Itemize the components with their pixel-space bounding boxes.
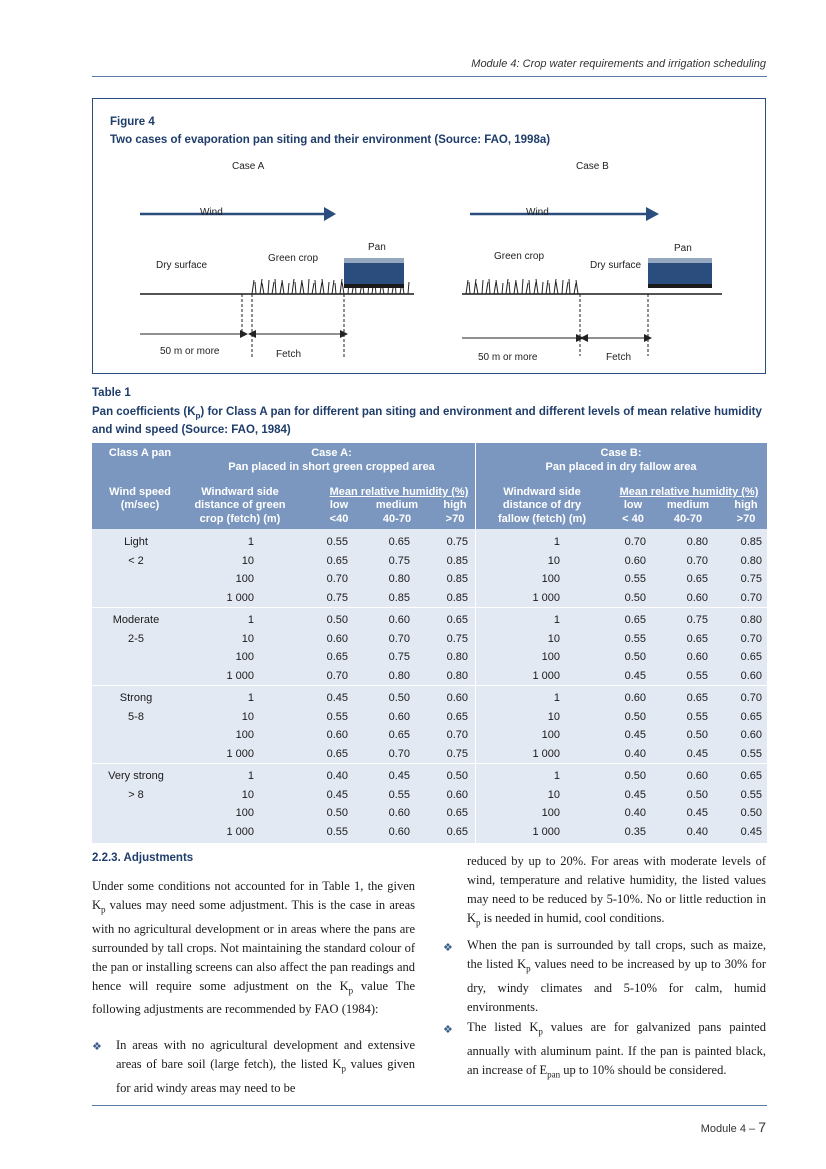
- case-a-wind-label: Wind: [200, 207, 223, 218]
- table-cell: 0.70: [740, 591, 762, 604]
- case-b-wind-label: Wind: [526, 207, 549, 218]
- table-cell: 0.40: [624, 807, 646, 819]
- table-cell: 1 000: [532, 669, 560, 682]
- bullet-icon: ❖: [443, 942, 453, 954]
- table-cell: 0.40: [686, 825, 708, 838]
- table-cell: 1 000: [532, 591, 560, 604]
- case-b-pan-label: Pan: [674, 243, 692, 254]
- table-cell: 0.65: [624, 614, 646, 626]
- case-a-fetch-label: Fetch: [276, 349, 302, 360]
- bullet-1-text-b: reduced by up to 20%. For areas with moderate levels of wind, temperature and relative humidity, the listed values may need to be reduced by 5-10%. No or little reduction in K: [467, 854, 766, 925]
- table-cell: 0.50: [326, 614, 348, 626]
- th-a-med-range: 40-70: [382, 513, 412, 525]
- th-a-low-range: <40: [329, 513, 349, 525]
- table-cell: 0.70: [740, 692, 762, 704]
- table-cell: 0.55: [326, 710, 348, 723]
- table-cell: 0.65: [686, 692, 708, 704]
- table-cell: 1 000: [226, 747, 254, 760]
- th-case-a-2: Pan placed in short green cropped area: [228, 461, 435, 473]
- th-a-low: low: [329, 499, 349, 511]
- th-b-fetch-3: fallow (fetch) (m): [498, 513, 586, 525]
- table-cell: 100: [541, 729, 560, 741]
- footer-rule: [92, 1105, 767, 1106]
- th-a-fetch-1: Windward side: [201, 486, 279, 498]
- th-a-high: high: [443, 499, 467, 511]
- table-cell: 0.55: [388, 788, 410, 801]
- table-cell: 0.75: [686, 614, 708, 626]
- wind-class-name: Strong: [119, 692, 153, 704]
- table-cell: 0.75: [740, 573, 762, 585]
- table-cell: 0.60: [446, 692, 468, 704]
- table-cell: 0.75: [446, 536, 468, 548]
- wind-class-name: Moderate: [112, 614, 160, 626]
- table-group-separator: [92, 763, 767, 764]
- table-cell: 10: [547, 788, 560, 801]
- table-cell: 0.85: [446, 554, 468, 567]
- table-cell: 0.60: [686, 651, 708, 663]
- table-cell: 0.60: [686, 770, 708, 782]
- table-cell: 0.45: [624, 669, 646, 682]
- table-cell: 10: [241, 632, 254, 645]
- table-cell: 0.85: [740, 536, 762, 548]
- bullet-2: When the pan is surrounded by tall crops, such as maize, the listed $K_p$ values need to be increased by up to 30% for dry, windy climates and 5-10% for calm, humid environments.: [467, 938, 766, 1014]
- table-cell: 0.65: [446, 710, 468, 723]
- table-cell: 0.55: [740, 747, 762, 760]
- bullet-1-continuation-start: values given for arid windy areas may need to be: [116, 1057, 415, 1095]
- th-b-high: high: [734, 499, 758, 511]
- section-paragraph: Under some conditions not accounted for in Table 1, the given $K_p$ values may need some adjustment. This is the case in areas with no agricultural development or in areas where the pans are surrounded by tall crops. Not maintaining the standard colour of the pan or installing screens can also affect the pan readings and hence will require some adjustment on the $K_p$ value The following adjustments are recommended by FAO (1984):: [92, 879, 415, 1016]
- th-b-medium: medium: [666, 499, 710, 511]
- table-cell: 0.70: [388, 747, 410, 760]
- th-wind-speed-2: (m/sec): [120, 499, 160, 511]
- th-b-fetch-2: distance of dry: [502, 499, 582, 511]
- table-cell: 0.55: [326, 536, 348, 548]
- table-cell: 10: [547, 554, 560, 567]
- table-cell: 0.65: [326, 651, 348, 663]
- wind-class-name: Light: [124, 536, 148, 548]
- case-a-green-crop-label: Green crop: [268, 253, 319, 264]
- th-a-fetch-2: distance of green: [194, 499, 286, 511]
- table-cell: 0.60: [326, 729, 348, 741]
- table-cell: 0.65: [326, 747, 348, 760]
- table-cell: 1: [553, 770, 560, 782]
- table-cell: 1: [247, 536, 254, 548]
- table-cell: 0.55: [326, 825, 348, 838]
- table-cell: 0.45: [388, 770, 410, 782]
- figure-label: Figure 4: [110, 116, 155, 128]
- th-case-a-1: Case A:: [311, 447, 352, 459]
- table-cell: 0.65: [740, 710, 762, 723]
- case-b-green-crop-grass: [466, 279, 578, 294]
- table-cell: 0.85: [446, 573, 468, 585]
- table-cell: 0.75: [388, 554, 410, 567]
- table-cell: 0.60: [740, 729, 762, 741]
- table-cell: 100: [235, 573, 254, 585]
- table-cell: 1 000: [532, 747, 560, 760]
- wind-class-name: Very strong: [108, 770, 164, 782]
- table-cell: 0.80: [388, 669, 410, 682]
- case-b-distance-label: 50 m or more: [478, 352, 538, 363]
- table-cell: 0.45: [686, 807, 708, 819]
- case-a-distance-label: 50 m or more: [160, 346, 220, 357]
- table-cell: 0.45: [326, 788, 348, 801]
- bullet-1-part-2: reduced by up to 20%. For areas with moderate levels of wind, temperature and relative humidity, the listed values may need to be reduced by 5-10%. No or little reduction in $K_p$ is needed in humid, cool conditions.: [467, 854, 766, 928]
- table-cell: 100: [541, 807, 560, 819]
- table-cell: 0.70: [326, 669, 348, 682]
- case-a-diagram: [140, 207, 414, 358]
- table-cell: 0.75: [446, 632, 468, 645]
- table-cell: 0.60: [624, 692, 646, 704]
- th-b-low-range: < 40: [622, 513, 644, 525]
- table-cell: 0.65: [446, 825, 468, 838]
- table-cell: 0.60: [388, 825, 410, 838]
- table-cell: 0.40: [624, 747, 646, 760]
- table-cell: 0.60: [388, 807, 410, 819]
- th-b-high-range: >70: [736, 513, 756, 525]
- table-group-separator: [92, 685, 767, 686]
- table-cell: 0.45: [686, 747, 708, 760]
- table-cell: 0.55: [740, 788, 762, 801]
- th-b-med-range: 40-70: [673, 513, 703, 525]
- table-cell: 0.60: [686, 591, 708, 604]
- table-cell: 0.65: [686, 632, 708, 645]
- table-cell: 0.50: [388, 692, 410, 704]
- table-cell: 100: [541, 651, 560, 663]
- running-header: Module 4: Crop water requirements and irrigation scheduling: [471, 58, 766, 70]
- table-cell: 10: [547, 710, 560, 723]
- table-cell: 0.40: [326, 770, 348, 782]
- page-number: 7: [758, 1119, 766, 1135]
- th-class-pan: Class A pan: [108, 447, 172, 459]
- case-a-dry-surface-label: Dry surface: [156, 260, 208, 271]
- table-cell: 100: [235, 651, 254, 663]
- table-cell: 0.70: [740, 632, 762, 645]
- th-case-b-1: Case B:: [600, 447, 642, 459]
- table-label: Table 1: [92, 387, 131, 399]
- th-case-b-2: Pan placed in dry fallow area: [545, 461, 697, 473]
- table-cell: 100: [235, 729, 254, 741]
- table-cell: 1: [553, 614, 560, 626]
- th-a-high-range: >70: [445, 513, 465, 525]
- table-cell: 1 000: [226, 591, 254, 604]
- th-b-mrh: Mean relative humidity (%): [619, 486, 759, 498]
- table-cell: 0.70: [446, 729, 468, 741]
- table-cell: 0.75: [388, 651, 410, 663]
- table-cell: 0.80: [388, 573, 410, 585]
- case-a-wind-arrow-head: [324, 207, 336, 221]
- table-cell: 0.55: [624, 632, 646, 645]
- table-cell: 0.50: [624, 710, 646, 723]
- table-cell: 0.50: [624, 651, 646, 663]
- case-b-title: Case B: [576, 161, 609, 172]
- header-rule: [92, 76, 767, 77]
- table-cell: 0.60: [446, 788, 468, 801]
- table-cell: 0.65: [446, 807, 468, 819]
- table-cell: 0.80: [446, 651, 468, 663]
- table-cell: 0.60: [624, 554, 646, 567]
- table-cell: 1: [247, 692, 254, 704]
- table-cell: 0.70: [326, 573, 348, 585]
- table-cell: 0.50: [446, 770, 468, 782]
- table-cell: 0.80: [446, 669, 468, 682]
- table-cell: 0.50: [624, 770, 646, 782]
- table-cell: 0.65: [326, 554, 348, 567]
- case-b-diagram: [462, 207, 722, 356]
- table-cell: 0.45: [740, 825, 762, 838]
- bullet-3: The listed $K_p$ values are for galvanized pans painted annually with aluminum paint. If the pan is painted black, an increase of $E_{pan}$ up to 10% should be considered.: [467, 1020, 766, 1079]
- table-cell: 0.45: [624, 788, 646, 801]
- table-cell: 0.50: [624, 591, 646, 604]
- table-cell: 0.45: [326, 692, 348, 704]
- th-a-medium: medium: [375, 499, 419, 511]
- table-cell: 0.80: [740, 554, 762, 567]
- case-a-title: Case A: [232, 161, 265, 172]
- pan-siting-diagram: [92, 98, 766, 374]
- table-cell: 0.55: [686, 669, 708, 682]
- case-b-green-crop-label: Green crop: [494, 251, 545, 262]
- table-cell: 0.50: [686, 788, 708, 801]
- wind-class-range: > 8: [128, 788, 144, 801]
- table-cell: 10: [241, 788, 254, 801]
- table-cell: 10: [241, 710, 254, 723]
- th-b-fetch-1: Windward side: [503, 486, 581, 498]
- table-cell: 0.55: [686, 710, 708, 723]
- case-b-fetch-label: Fetch: [606, 352, 632, 363]
- table-cell: 0.50: [326, 807, 348, 819]
- table-cell: 0.65: [388, 729, 410, 741]
- table-cell: 0.60: [388, 614, 410, 626]
- table-cell: 0.85: [388, 591, 410, 604]
- case-a-pan-label: Pan: [368, 242, 386, 253]
- wind-class-range: 5-8: [128, 710, 144, 723]
- table-cell: 1: [553, 692, 560, 704]
- table-cell: 10: [547, 632, 560, 645]
- table-cell: 0.65: [388, 536, 410, 548]
- bullet-icon: ❖: [92, 1041, 102, 1053]
- table-cell: 0.80: [740, 614, 762, 626]
- section-heading: 2.2.3. Adjustments: [92, 852, 194, 864]
- table-cell: 0.60: [326, 632, 348, 645]
- bullet-icon: ❖: [443, 1024, 453, 1036]
- table-cell: 0.50: [686, 729, 708, 741]
- table-title: Pan coefficients $(K_p)$ for Class A pan for different pan siting and environment and different levels of mean relative humidity and wind speed (Source: FAO, 1984): [92, 406, 762, 437]
- case-b-wind-arrow-head: [646, 207, 659, 221]
- table-cell: 100: [541, 573, 560, 585]
- bullet-1-part-1: In areas with no agricultural development and extensive areas of bare soil (large fetch), the listed $K_p$ values given for arid windy areas may need to be: [116, 1038, 415, 1095]
- table-cell: 1 000: [226, 669, 254, 682]
- table-cell: 0.55: [624, 573, 646, 585]
- table-cell: 0.75: [446, 747, 468, 760]
- table-cell: 100: [235, 807, 254, 819]
- th-a-fetch-3: crop (fetch) (m): [199, 513, 281, 525]
- table-cell: 10: [241, 554, 254, 567]
- th-wind-speed-1: Wind speed: [109, 486, 171, 498]
- figure-title: Two cases of evaporation pan siting and their environment (Source: FAO, 1998a): [110, 134, 551, 146]
- table-cell: 0.80: [686, 536, 708, 548]
- table-cell: 0.50: [740, 807, 762, 819]
- table-cell: 0.65: [740, 651, 762, 663]
- th-a-mrh: Mean relative humidity (%): [329, 486, 469, 498]
- table-cell: 0.65: [446, 614, 468, 626]
- table-cell: 0.85: [446, 591, 468, 604]
- table-cell: 1 000: [226, 825, 254, 838]
- page-footer: Module 4 – 7: [700, 1119, 766, 1135]
- table-cell: 1: [247, 770, 254, 782]
- table-cell: 1: [247, 614, 254, 626]
- table-cell: 0.45: [624, 729, 646, 741]
- wind-class-range: < 2: [128, 554, 144, 567]
- case-a-pan-stand: [344, 284, 404, 288]
- table-cell: 1 000: [532, 825, 560, 838]
- wind-class-range: 2-5: [128, 632, 144, 645]
- table-cell: 0.70: [388, 632, 410, 645]
- table-cell: 0.65: [740, 770, 762, 782]
- table-group-separator: [92, 607, 767, 608]
- table-cell: 0.60: [388, 710, 410, 723]
- table-cell: 0.70: [624, 536, 646, 548]
- table-cell: 0.75: [326, 591, 348, 604]
- th-b-low: low: [623, 499, 643, 511]
- table-cell: 0.70: [686, 554, 708, 567]
- table-case-separator: [475, 443, 476, 843]
- table-cell: 0.35: [624, 825, 646, 838]
- table-cell: 1: [553, 536, 560, 548]
- case-b-pan-stand: [648, 284, 712, 288]
- table-cell: 0.65: [686, 573, 708, 585]
- case-b-dry-surface-label: Dry surface: [590, 260, 642, 271]
- table-cell: 0.60: [740, 669, 762, 682]
